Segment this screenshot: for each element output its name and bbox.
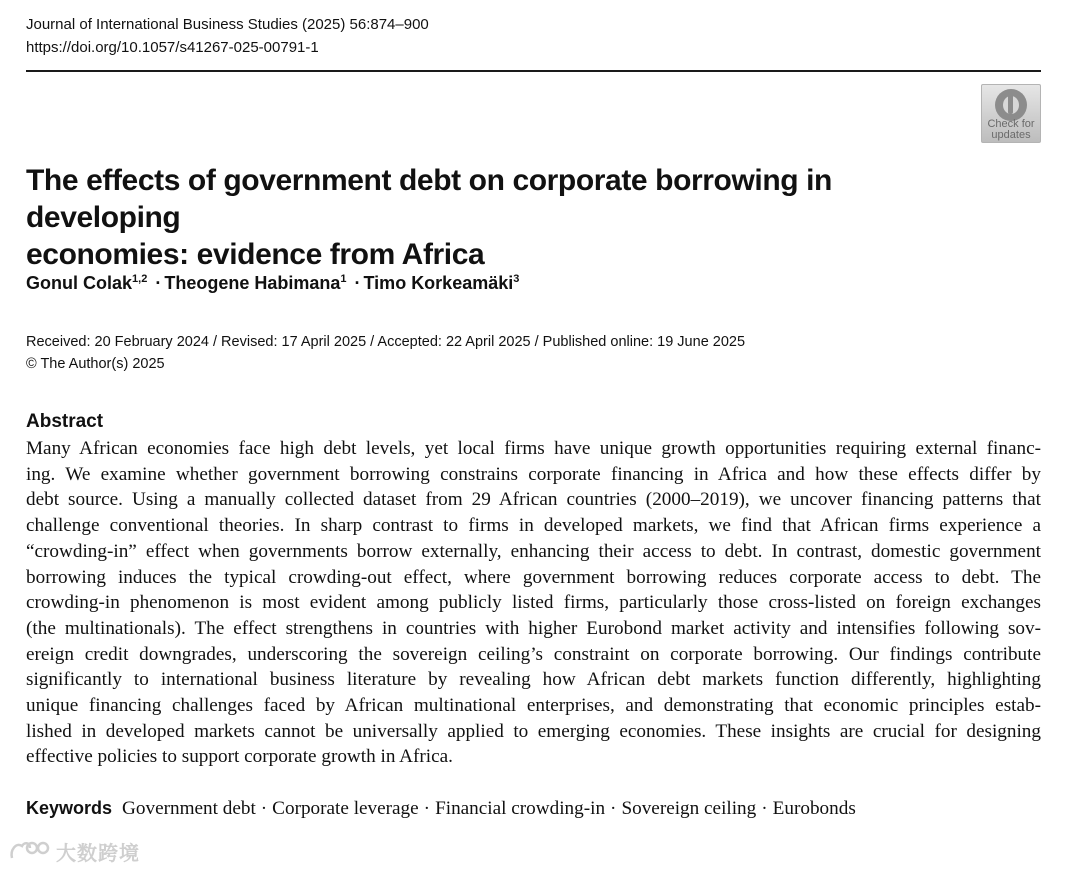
title-line-1: The effects of government debt on corporate borrowing in developing xyxy=(26,164,832,234)
author-affiliation: 3 xyxy=(513,273,520,285)
header-rule xyxy=(26,70,1041,72)
abstract-line: unique financing challenges faced by African multinational enterprises, and demonstrating that economic principles estab- xyxy=(26,695,1041,717)
article-title xyxy=(26,162,986,273)
history-dates: Received: 20 February 2024 / Revised: 17 April 2025 / Accepted: 22 April 2025 / Published online: 19 June 2025 xyxy=(26,334,746,350)
abstract-line: debt source. Using a manually collected dataset from 29 African countries (2000–2019), we uncover financing patterns that xyxy=(26,489,1041,511)
abstract-line: “crowding-in” effect when governments borrow externally, enhancing their access to debt. In contrast, domestic government xyxy=(26,540,1041,562)
abstract-text xyxy=(26,436,1041,770)
author-separator: · xyxy=(354,273,361,293)
author-separator: · xyxy=(155,273,162,293)
title-line-2: economies: evidence from Africa xyxy=(26,238,485,271)
keywords-label: Keywords xyxy=(26,798,113,818)
keyword-separator: · xyxy=(260,798,268,819)
watermark xyxy=(8,836,140,866)
author-affiliation: 1,2 xyxy=(132,273,148,285)
journal-header xyxy=(26,13,429,59)
abstract-line: challenge conventional theories. In sharp contrast to firms in developed markets, we find that African firms experience a xyxy=(26,515,1041,537)
journal-citation: Journal of International Business Studies (2025) 56:874–900 xyxy=(26,16,429,33)
keyword-separator: · xyxy=(423,798,431,819)
abstract-line: crowding-in phenomenon is most evident among publicly listed firms, particularly those cross-listed on foreign exchanges xyxy=(26,592,1041,614)
abstract-heading: Abstract xyxy=(26,411,104,432)
watermark-text: 大数跨境 xyxy=(56,842,140,865)
check-for-updates-icon xyxy=(995,89,1027,121)
keyword-item[interactable]: Corporate leverage xyxy=(272,798,419,819)
abstract-line: borrowing induces the typical crowding-out effect, where government borrowing reduces corporate access to debt. The xyxy=(26,566,1041,588)
author-name[interactable]: Gonul Colak xyxy=(26,273,133,293)
abstract-line: (the multinationals). The effect strengthens in countries with higher Eurobond market activity and intensifies following sov- xyxy=(26,617,1041,639)
author-name[interactable]: Timo Korkeamäki xyxy=(363,273,514,293)
author-list xyxy=(26,270,519,296)
keyword-item[interactable]: Financial crowding-in xyxy=(435,798,606,819)
publication-dates xyxy=(26,331,745,375)
check-for-updates-button[interactable] xyxy=(981,84,1041,143)
check-for-updates-label: Check for updates xyxy=(987,118,1035,141)
author-name[interactable]: Theogene Habimana xyxy=(164,273,341,293)
abstract-line: Many African economies face high debt levels, yet local firms have unique growth opportunities requiring external financ- xyxy=(26,438,1041,459)
keywords-section xyxy=(26,795,856,823)
abstract-line: ereign credit downgrades, underscoring the sovereign ceiling’s constraint on corporate borrowing. Our findings contribute xyxy=(26,643,1041,665)
doi-link[interactable]: https://doi.org/10.1057/s41267-025-00791-1 xyxy=(26,39,319,56)
copyright-notice: © The Author(s) 2025 xyxy=(26,356,165,372)
keyword-item[interactable]: Sovereign ceiling xyxy=(621,798,757,819)
abstract-line: significantly to international business literature by revealing how African debt markets function differently, highlighting xyxy=(26,669,1041,691)
abstract-line: effective policies to support corporate growth in Africa. xyxy=(26,746,453,768)
keyword-item[interactable]: Eurobonds xyxy=(772,798,856,819)
abstract-line: ing. We examine whether government borrowing constrains corporate financing in Africa and how these effects differ by xyxy=(26,463,1041,485)
keyword-item[interactable]: Government debt xyxy=(122,798,256,819)
watermark-logo-icon xyxy=(8,838,52,864)
keyword-separator: · xyxy=(761,798,768,819)
author-affiliation: 1 xyxy=(340,273,347,285)
keyword-separator: · xyxy=(610,798,617,819)
abstract-line: lished in developed markets cannot be universally applied to emerging economies. These insights are crucial for designing xyxy=(26,720,1041,742)
